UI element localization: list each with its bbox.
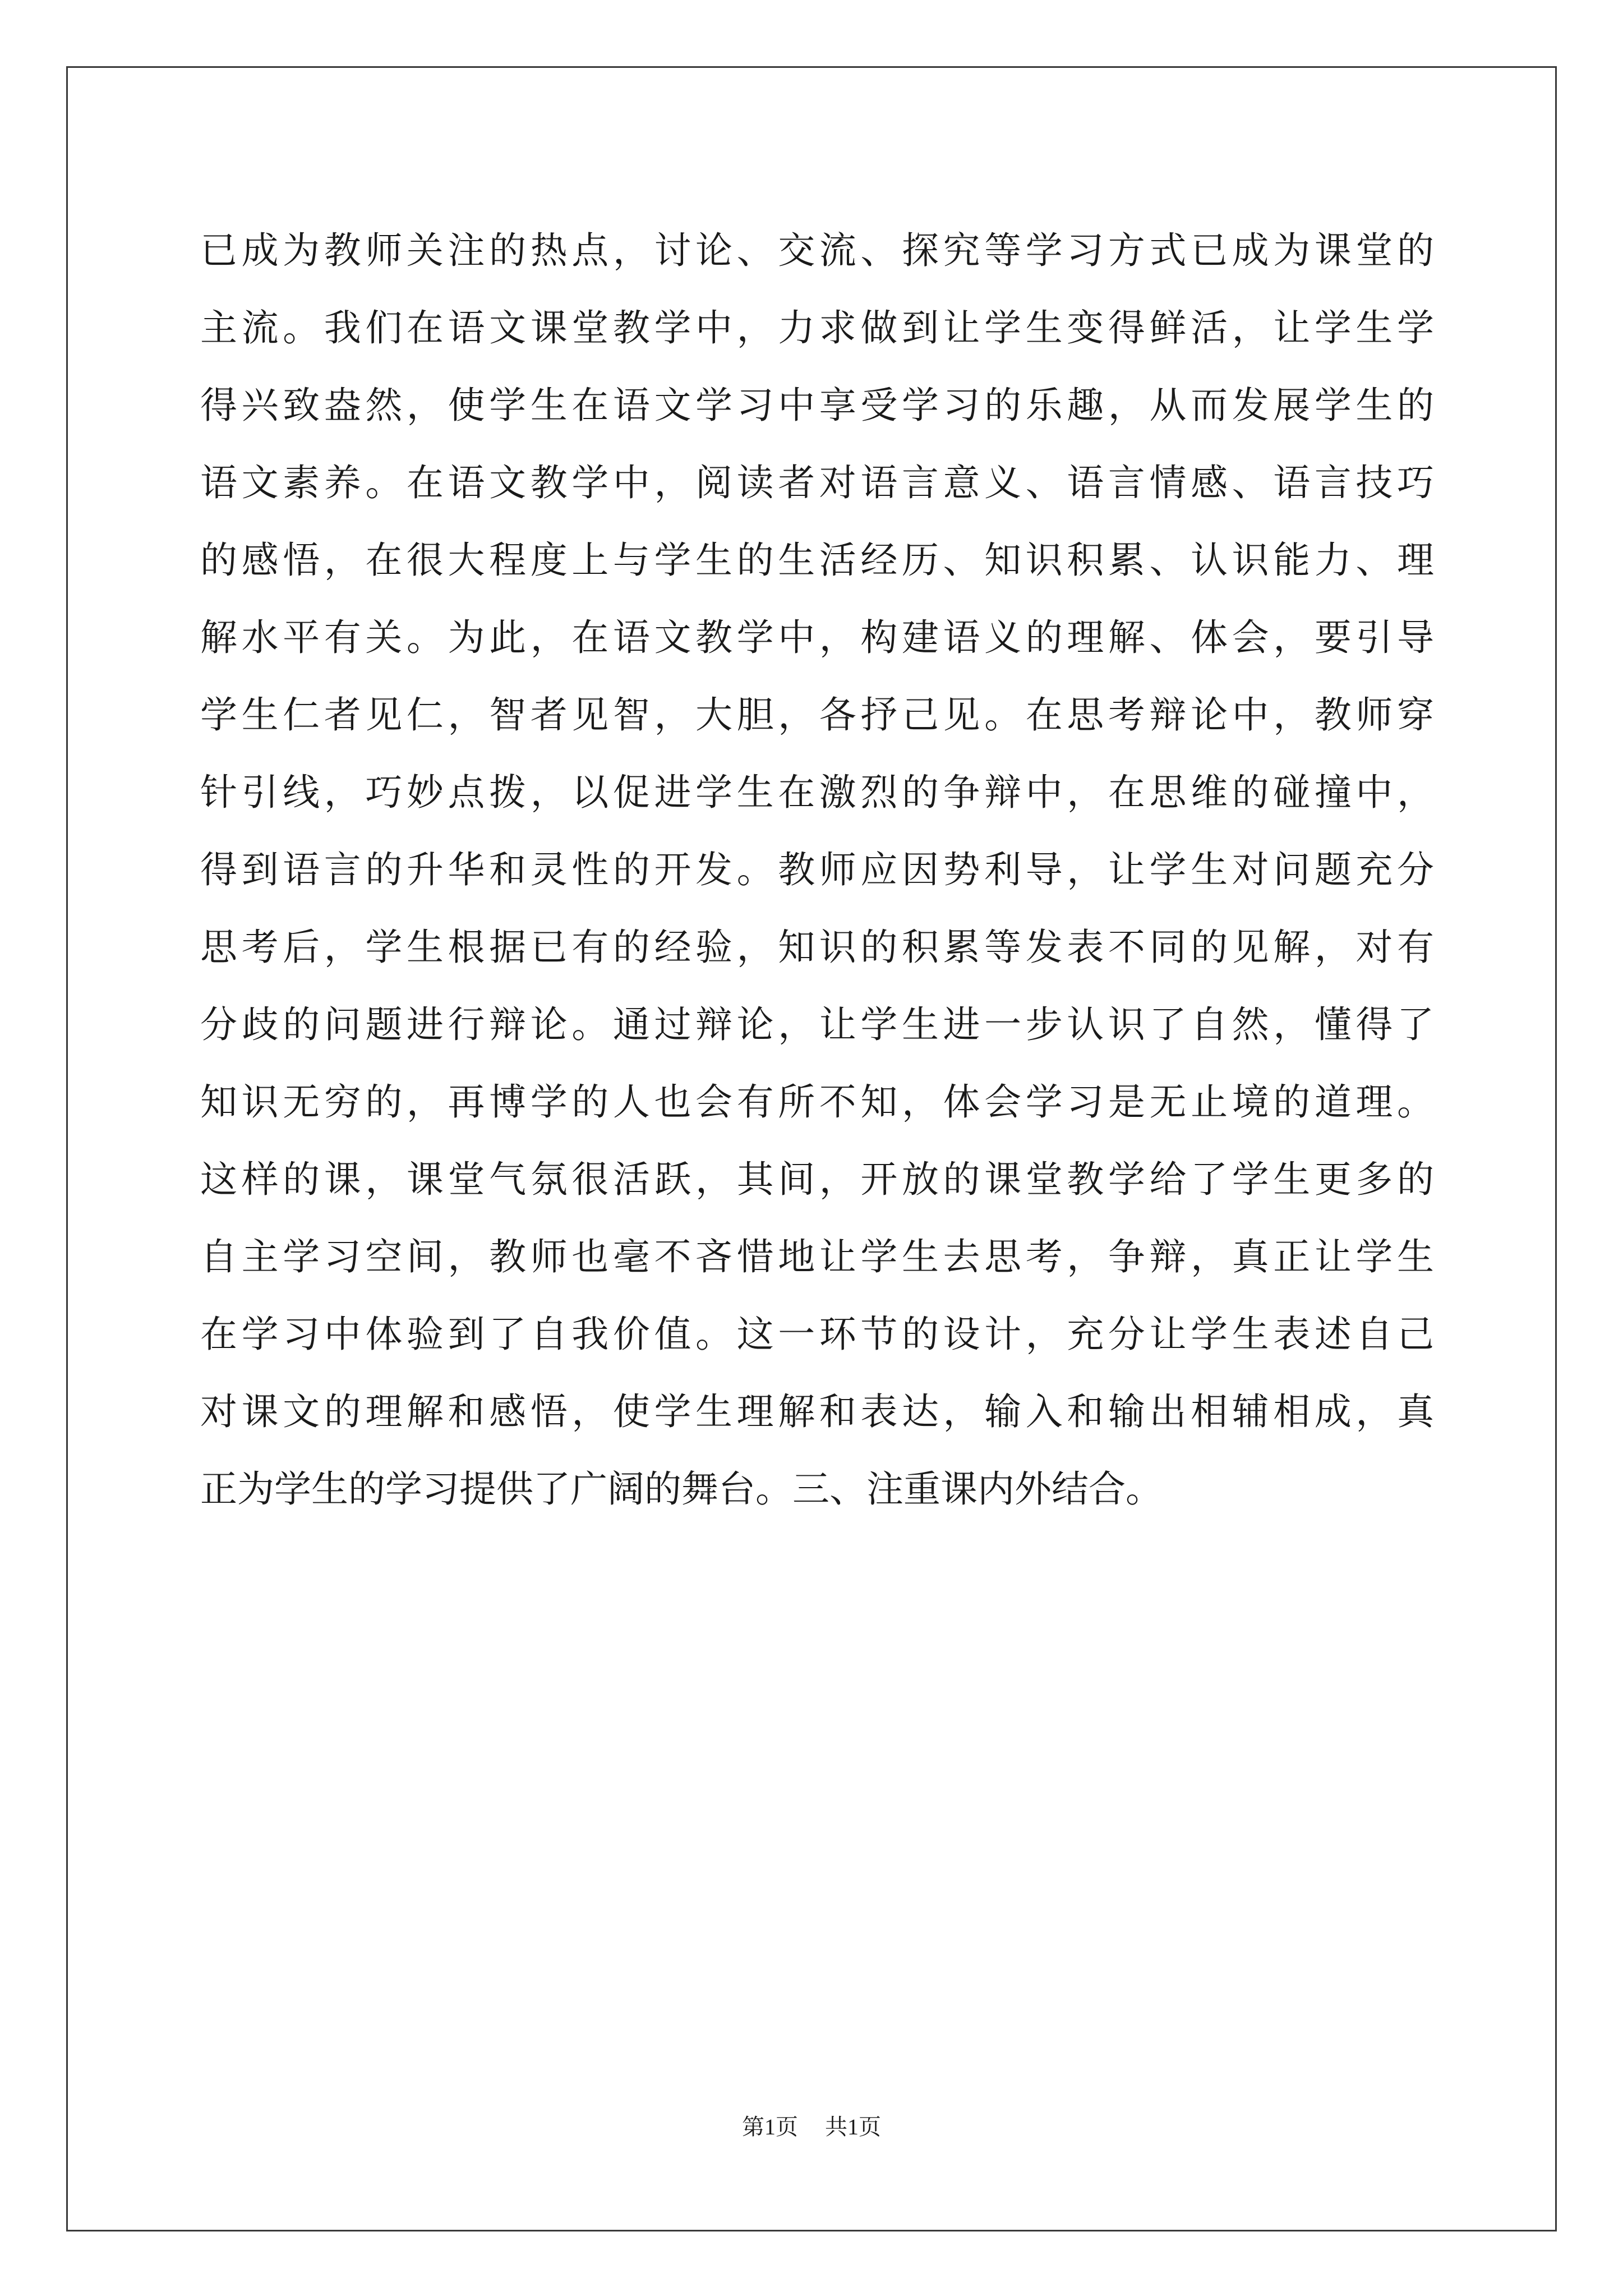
text-line: 解水平有关。为此，在语文教学中，构建语义的理解、体会，要引导 bbox=[200, 616, 1434, 659]
text-line: 分歧的问题进行辩论。通过辩论，让学生进一步认识了自然，懂得了 bbox=[200, 1003, 1434, 1046]
text-line: 学生仁者见仁，智者见智，大胆，各抒己见。在思考辩论中，教师穿 bbox=[200, 693, 1434, 737]
text-line: 对课文的理解和感悟，使学生理解和表达，输入和输出相辅相成，真 bbox=[200, 1390, 1434, 1433]
text-line: 的感悟，在很大程度上与学生的生活经历、知识积累、认识能力、理 bbox=[200, 539, 1434, 582]
text-line-last: 正为学生的学习提供了广阔的舞台。三、注重课内外结合。 bbox=[200, 1467, 1163, 1511]
page-total: 共1页 bbox=[825, 2114, 881, 2139]
text-line: 针引线，巧妙点拨，以促进学生在激烈的争辩中，在思维的碰撞中， bbox=[200, 771, 1434, 814]
text-line: 知识无穷的，再博学的人也会有所不知，体会学习是无止境的道理。 bbox=[200, 1080, 1434, 1124]
text-line: 自主学习空间，教师也毫不吝惜地让学生去思考，争辩，真正让学生 bbox=[200, 1235, 1434, 1278]
text-line: 得到语言的升华和灵性的开发。教师应因势利导，让学生对问题充分 bbox=[200, 848, 1434, 891]
text-line: 在学习中体验到了自我价值。这一环节的设计，充分让学生表述自己 bbox=[200, 1313, 1434, 1356]
text-line: 得兴致盎然，使学生在语文学习中享受学习的乐趣，从而发展学生的 bbox=[200, 384, 1434, 427]
page-footer bbox=[0, 2114, 1623, 2141]
body-text bbox=[200, 212, 1434, 1528]
text-line: 这样的课，课堂气氛很活跃，其间，开放的课堂教学给了学生更多的 bbox=[200, 1158, 1434, 1201]
text-line: 主流。我们在语文课堂教学中，力求做到让学生变得鲜活，让学生学 bbox=[200, 306, 1434, 349]
text-line: 思考后，学生根据已有的经验，知识的积累等发表不同的见解，对有 bbox=[200, 926, 1434, 969]
text-line: 已成为教师关注的热点，讨论、交流、探究等学习方式已成为课堂的 bbox=[200, 229, 1434, 272]
page-number: 第1页 bbox=[742, 2114, 798, 2139]
text-line: 语文素养。在语文教学中，阅读者对语言意义、语言情感、语言技巧 bbox=[200, 461, 1434, 504]
